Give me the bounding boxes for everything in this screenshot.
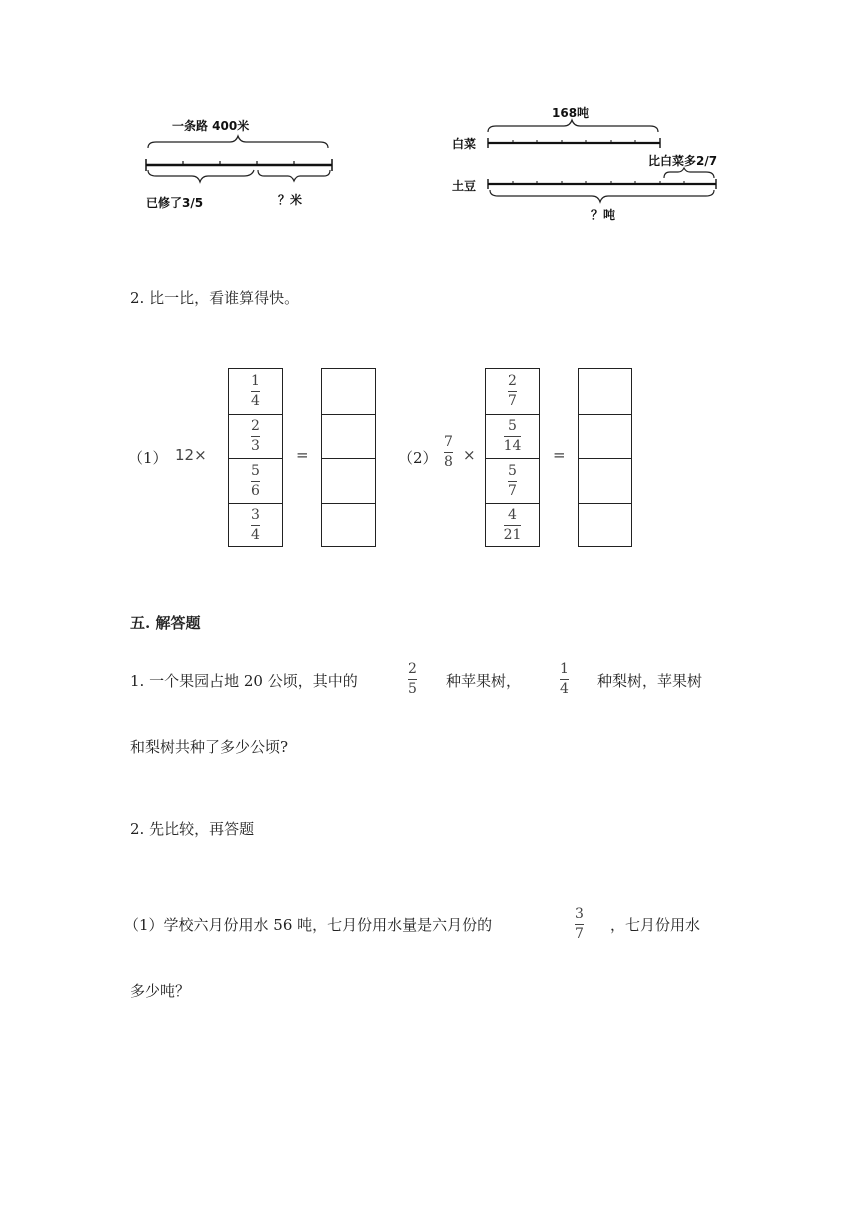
road-total-label: 一条路 400米: [172, 119, 250, 133]
s5-q2-title: 2. 先比较，再答题: [130, 820, 255, 838]
part-1-cell: [229, 503, 282, 547]
part-1-cell: [229, 458, 282, 503]
s5-q1-fraction-2: [560, 661, 569, 698]
part-2-times: ×: [463, 446, 476, 464]
denominator: 4: [251, 393, 260, 409]
part-1-answer-column: [321, 368, 376, 547]
fraction: [504, 418, 522, 455]
numerator: 2: [508, 373, 517, 389]
numerator: 5: [508, 462, 517, 479]
fraction: [251, 373, 260, 410]
fraction-bar: [504, 525, 522, 526]
s5-q1-fraction-1: [408, 661, 417, 698]
numerator: 7: [444, 434, 453, 450]
part-1-cell: [229, 414, 282, 458]
fraction-bar: [508, 391, 517, 392]
potato-total-label: ？吨: [591, 208, 616, 222]
answer-box[interactable]: [322, 414, 375, 458]
answer-box[interactable]: [579, 369, 631, 414]
denominator: 4: [560, 681, 569, 697]
cabbage-row-label: 白菜: [452, 137, 477, 151]
fraction: [251, 463, 260, 500]
denominator: 6: [251, 482, 260, 499]
fraction-bar: [575, 924, 584, 925]
answer-box[interactable]: [322, 369, 375, 414]
fraction-bar: [251, 525, 260, 526]
denominator: 4: [251, 527, 260, 543]
part-1-label: （1）: [128, 449, 168, 467]
answer-box[interactable]: [579, 503, 631, 547]
fraction: [508, 463, 517, 500]
fraction-bar: [251, 481, 260, 482]
denominator: 8: [444, 454, 453, 470]
part-1-multiplier: 12×: [175, 446, 207, 464]
s5-q1-text-a: 1. 一个果园占地 20 公顷，其中的: [130, 672, 358, 690]
answer-box[interactable]: [579, 458, 631, 503]
numerator: 4: [508, 507, 517, 523]
road-remaining-label: ？米: [278, 193, 303, 207]
potato-row-label: 土豆: [452, 179, 477, 193]
numerator: 1: [560, 661, 569, 677]
denominator: 5: [408, 681, 417, 697]
s5-q1-text-c: 种梨树，苹果树: [597, 672, 703, 690]
numerator: 5: [251, 462, 260, 479]
fraction-bar: [408, 679, 417, 680]
fraction: [251, 418, 260, 455]
denominator: 14: [503, 438, 522, 454]
question-2-title: 2. 比一比，看谁算得快。: [130, 289, 300, 307]
s5-q1-line-2: 和梨树共种了多少公顷?: [130, 738, 289, 756]
part-1-equals: =: [296, 446, 309, 464]
answer-box[interactable]: [579, 414, 631, 458]
fraction-bar: [508, 481, 517, 482]
cabbage-total-label: 168吨: [552, 106, 590, 120]
part-2-label: （2）: [398, 449, 438, 467]
answer-box[interactable]: [322, 503, 375, 547]
s5-q1-text-b: 种苹果树，: [446, 672, 522, 690]
numerator: 2: [408, 661, 417, 677]
part-2-cell: [486, 414, 539, 458]
numerator: 3: [575, 906, 584, 922]
denominator: 3: [251, 438, 260, 454]
fraction-bar: [444, 452, 453, 453]
numerator: 1: [251, 373, 260, 389]
fraction: [508, 373, 517, 410]
denominator: 7: [575, 926, 584, 942]
part-2-multiplier-fraction: [444, 434, 453, 471]
denominator: 21: [503, 527, 522, 543]
s5-q2-sub1-line-2: 多少吨？: [130, 982, 191, 1000]
part-2-cell: [486, 503, 539, 547]
fraction: [251, 507, 260, 544]
part-2-equals: =: [553, 446, 566, 464]
answer-box[interactable]: [322, 458, 375, 503]
denominator: 7: [508, 482, 517, 499]
numerator: 3: [251, 507, 260, 523]
denominator: 7: [508, 393, 517, 409]
numerator: 2: [251, 418, 260, 434]
potato-extra-label: 比白菜多2/7: [648, 154, 718, 168]
part-2-cell: [486, 369, 539, 414]
s5-q2-sub1-text-a: （1）学校六月份用水 56 吨，七月份用水量是六月份的: [124, 916, 493, 934]
part-1-fraction-column: [228, 368, 283, 547]
fraction-bar: [560, 679, 569, 680]
fraction-bar: [251, 391, 260, 392]
part-2-fraction-column: [485, 368, 540, 547]
fraction-bar: [251, 436, 260, 437]
road-diagram-lines: [140, 130, 340, 190]
fraction: [504, 507, 522, 544]
road-repaired-label: 已修了3/5: [146, 196, 204, 210]
part-1-cell: [229, 369, 282, 414]
fraction-bar: [504, 436, 522, 437]
part-2-cell: [486, 458, 539, 503]
numerator: 5: [508, 418, 517, 434]
section-5-title: 五. 解答题: [130, 614, 201, 632]
s5-q2-sub1-text-b: ，七月份用水: [610, 916, 701, 934]
part-2-answer-column: [578, 368, 632, 547]
s5-q2-fraction: [575, 906, 584, 943]
